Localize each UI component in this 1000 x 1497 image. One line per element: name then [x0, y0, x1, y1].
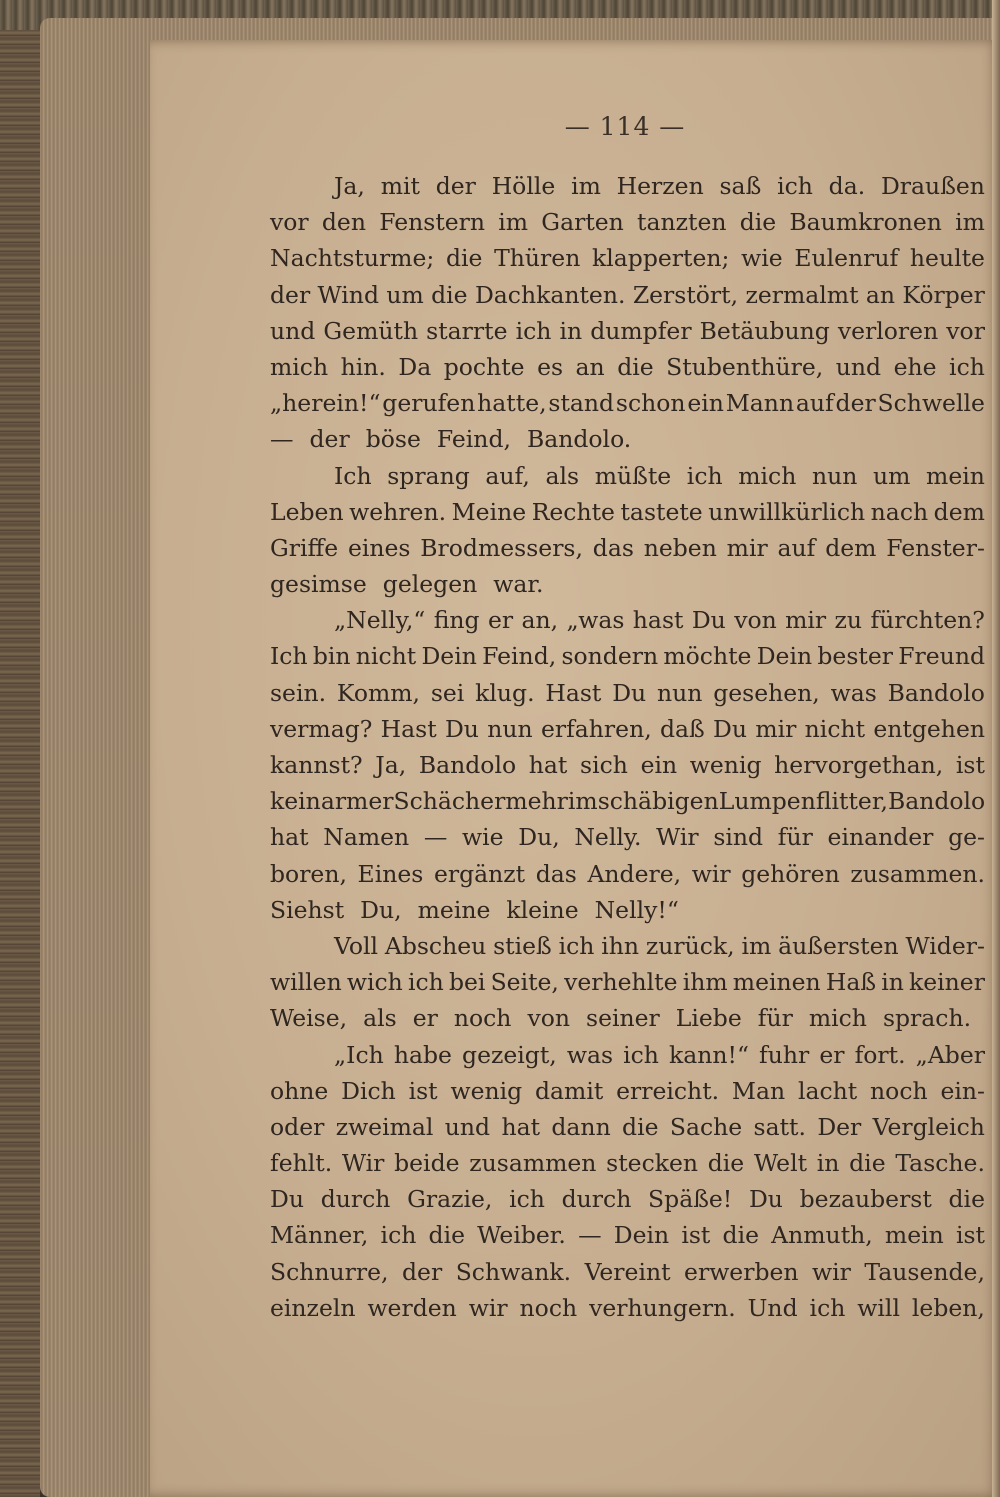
text-line: gesimse gelegen war. [270, 570, 544, 599]
text-line: vor den Fenstern im Garten tanzten die Baumkronen im [270, 208, 985, 237]
text-line: fehlt. Wir beide zusammen stecken die Welt in die Tasche. [270, 1149, 985, 1178]
text-line: sein. Komm, sei klug. Hast Du nun gesehen, was Bandolo [270, 678, 985, 707]
text-line: oder zweimal und hat dann die Sache satt. Der Vergleich [270, 1112, 985, 1141]
text-line: und Gemüth starrte ich in dumpfer Betäubung verloren vor [270, 316, 985, 345]
text-line: einzeln werden wir noch verhungern. Und ich will leben, [270, 1293, 985, 1322]
text-line: der Wind um die Dachkanten. Zerstört, zermalmt an Körper [270, 280, 985, 309]
text-line: Voll Abscheu stieß ich ihn zurück, im äußersten Wider- [334, 931, 985, 960]
text-line: — der böse Feind, Bandolo. [270, 425, 632, 454]
text-line: boren, Eines ergänzt das Andere, wir gehören zusammen. [270, 859, 985, 888]
text-line: Schnurre, der Schwank. Vereint erwerben wir Tausende, [270, 1257, 985, 1286]
text-line: Männer, ich die Weiber. — Dein ist die Anmuth, mein ist [270, 1221, 985, 1250]
text-line: Ja, mit der Hölle im Herzen saß ich da. Draußen [334, 172, 985, 200]
text-line: ohne Dich ist wenig damit erreicht. Man lacht noch ein- [270, 1076, 985, 1105]
page-number: — 114 — [564, 112, 686, 141]
text-line: Siehst Du, meine kleine Nelly!“ [270, 895, 679, 924]
text-line: hat Namen — wie Du, Nelly. Wir sind für einander ge- [270, 823, 985, 852]
text-line: vermag? Hast Du nun erfahren, daß Du mir nicht entgehen [270, 714, 985, 743]
text-line: kannst? Ja, Bandolo hat sich ein wenig hervorgethan, ist [270, 751, 985, 779]
text-line: Leben wehren. Meine Rechte tastete unwillkürlich nach dem [270, 497, 985, 526]
text-line: Griffe eines Brodmessers, das neben mir auf dem Fenster- [270, 533, 985, 562]
text-line: „herein!“ gerufen hatte, stand schon ein Mann auf der Schwelle [270, 389, 985, 418]
text-line: Ich sprang auf, als müßte ich mich nun um mein [334, 461, 985, 490]
page-text [270, 168, 985, 1326]
book-cover-edge [0, 0, 40, 1497]
text-line: mich hin. Da pochte es an die Stubenthüre, und ehe ich [270, 352, 985, 381]
text-line: Weise, als er noch von seiner Liebe für mich sprach. [270, 1004, 972, 1033]
text-line: „Nelly,“ fing er an, „was hast Du von mir zu fürchten? [334, 606, 985, 635]
text-line: Du durch Grazie, ich durch Späße! Du bezauberst die [270, 1185, 985, 1214]
text-line: kein armer Schächer mehr im schäbigen Lumpenflitter, Bandolo [270, 787, 986, 816]
text-line: Ich bin nicht Dein Feind, sondern möchte Dein bester Freund [270, 642, 985, 671]
text-line: willen wich ich bei Seite, verhehlte ihm meinen Haß in keiner [270, 968, 985, 997]
text-line: Nachtsturme; die Thüren klapperten; wie Eulenruf heulte [270, 244, 985, 273]
right-page-edge [992, 0, 1000, 1497]
text-line: „Ich habe gezeigt, was ich kann!“ fuhr er fort. „Aber [334, 1040, 985, 1069]
